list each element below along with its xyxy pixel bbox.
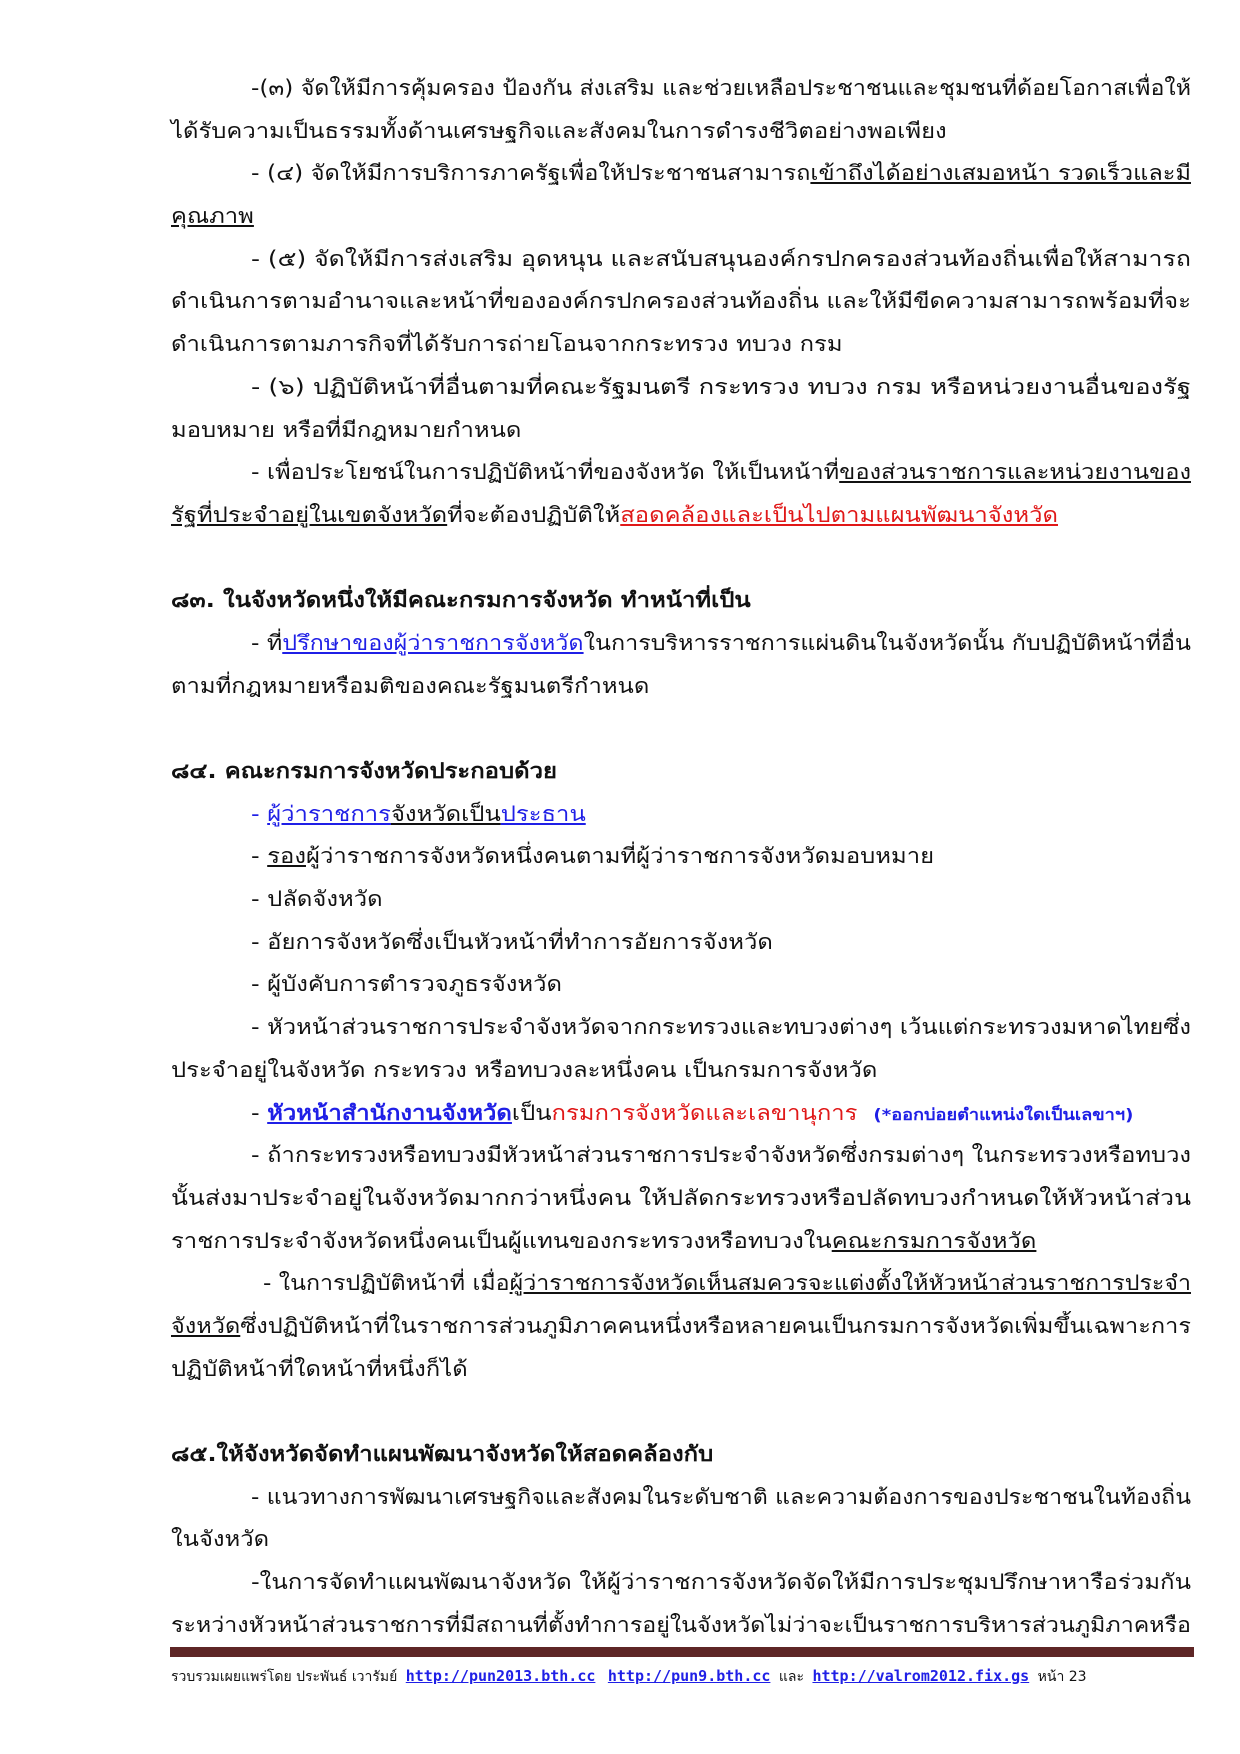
text-line xyxy=(171,1177,1191,1220)
text-segment: นั้นส่งมาประจำอยู่ในจังหวัดมากกว่าหนึ่งคน ให้ปลัดกระทรวงหรือปลัดทบวงกำหนดให้หัวหน้าส่วน xyxy=(171,1185,1191,1210)
text-segment: ตามที่กฎหมายหรือมติของคณะรัฐมนตรีกำหนด xyxy=(171,673,650,698)
emphasized-text: สอดคล้องและเป็นไปตามแผนพัฒนาจังหวัด xyxy=(620,502,1059,527)
text-segment: - อัยการจังหวัดซึ่งเป็นหัวหน้าที่ทำการอัยการจังหวัด xyxy=(251,929,773,954)
text-segment: ประจำอยู่ในจังหวัด กระทรวง หรือทบวงละหนึ่งคน เป็นกรมการจังหวัด xyxy=(171,1057,878,1082)
section-heading xyxy=(171,579,1191,622)
text-segment: ปฏิบัติหน้าที่ใดหน้าที่หนึ่งก็ได้ xyxy=(171,1356,468,1381)
text-line xyxy=(171,1134,1191,1177)
footer-link-pun9[interactable]: http://pun9.bth.cc xyxy=(607,1667,771,1685)
text-line xyxy=(171,238,1191,281)
emphasized-text: รัฐที่ประจำอยู่ในเขตจังหวัด xyxy=(171,502,448,527)
text-segment: ดำเนินการตามภารกิจที่ได้รับการถ่ายโอนจากกระทรวง ทบวง กรม xyxy=(171,332,843,357)
blank-line xyxy=(171,1390,1191,1433)
text-line xyxy=(171,1220,1191,1263)
line-content xyxy=(171,1348,468,1391)
text-segment: - ปลัดจังหวัด xyxy=(251,887,383,912)
text-line xyxy=(171,793,1191,836)
text-line xyxy=(171,1518,1191,1561)
text-segment: เป็น xyxy=(511,1100,552,1125)
text-line xyxy=(171,280,1191,323)
text-line xyxy=(171,921,1191,964)
text-segment: - xyxy=(251,1100,268,1125)
text-line xyxy=(171,835,1191,878)
text-line xyxy=(171,1092,1191,1135)
line-content xyxy=(171,409,521,452)
text-segment: ๘๕.ให้จังหวัดจัดทำแผนพัฒนาจังหวัดให้สอดคล้องกับ xyxy=(171,1442,714,1466)
emphasized-text: ของส่วนราชการและหน่วยงานของ xyxy=(839,460,1191,485)
text-segment: ได้รับความเป็นธรรมทั้งด้านเศรษฐกิจและสังคมในการดำรงชีวิตอย่างพอเพียง xyxy=(171,118,947,143)
line-content xyxy=(171,750,557,793)
text-line xyxy=(171,67,1191,110)
line-content xyxy=(251,963,562,1006)
text-segment: - ในการปฏิบัติหน้าที่ เมื่อ xyxy=(263,1271,510,1296)
line-content xyxy=(171,579,751,622)
line-content xyxy=(251,1476,1191,1519)
text-line xyxy=(171,1476,1191,1519)
line-content xyxy=(251,793,586,836)
emphasized-text: หัวหน้าสำนักงานจังหวัด xyxy=(267,1100,512,1125)
line-content xyxy=(171,1177,1191,1220)
text-line xyxy=(171,878,1191,921)
text-line xyxy=(171,1262,1191,1305)
text-segment: - ถ้ากระทรวงหรือทบวงมีหัวหน้าส่วนราชการประจำจังหวัดซึ่งกรมต่างๆ ในกระทรวงหรือทบวง xyxy=(251,1143,1191,1168)
text-segment: ผู้ว่าราชการจังหวัดหนึ่งคนตามที่ผู้ว่าราชการจังหวัดมอบหมาย xyxy=(305,844,935,869)
text-line xyxy=(171,1305,1191,1348)
text-segment: มอบหมาย หรือที่มีกฎหมายกำหนด xyxy=(171,417,522,442)
emphasized-text: เข้าถึงได้อย่างเสมอหน้า รวดเร็วและมี xyxy=(810,161,1191,186)
footer-divider xyxy=(170,1647,1194,1657)
line-content xyxy=(251,1092,1133,1137)
line-content xyxy=(251,366,1191,409)
line-content xyxy=(171,665,649,708)
text-segment: ระหว่างหัวหน้าส่วนราชการที่มีสถานที่ตั้งทำการอยู่ในจังหวัดไม่ว่าจะเป็นราชการบริหารส่วนภูมิภาคหรือ xyxy=(171,1612,1191,1637)
page-footer xyxy=(171,1664,1087,1689)
text-segment: ในการบริหารราชการแผ่นดินในจังหวัดนั้น กับปฏิบัติหน้าที่อื่น xyxy=(583,630,1191,655)
text-segment: - (๔) จัดให้มีการบริการภาครัฐเพื่อให้ประชาชนสามารถ xyxy=(251,161,811,186)
text-segment: - (๖) ปฏิบัติหน้าที่อื่นตามที่คณะรัฐมนตรี กระทรวง ทบวง กรม หรือหน่วยงานอื่นของรัฐ xyxy=(251,374,1191,399)
emphasized-text: คณะกรมการจังหวัด xyxy=(831,1228,1037,1253)
document-body xyxy=(171,67,1191,1646)
text-segment: -(๓) จัดให้มีการคุ้มครอง ป้องกัน ส่งเสริม และช่วยเหลือประชาชนและชุมชนที่ด้อยโอกาสเพื่อให้ xyxy=(251,76,1191,100)
emphasized-text: ผู้ว่าราชการจังหวัดเห็นสมควรจะแต่งตั้งให้หัวหน้าส่วนราชการประจำ xyxy=(509,1271,1191,1296)
text-segment: ซึ่งปฏิบัติหน้าที่ในราชการส่วนภูมิภาคคนหนึ่งหรือหลายคนเป็นกรมการจังหวัดเพิ่มขึ้นเฉพาะการ xyxy=(240,1313,1191,1338)
line-content xyxy=(251,1561,1191,1604)
text-segment: - เพื่อประโยชน์ในการปฏิบัติหน้าที่ของจังหวัด ให้เป็นหน้าที่ xyxy=(251,460,840,485)
footer-and: และ xyxy=(778,1669,804,1685)
footer-link-pun2013[interactable]: http://pun2013.bth.cc xyxy=(405,1667,596,1685)
line-content xyxy=(171,1049,877,1092)
text-segment: ที่จะต้องปฏิบัติให้ xyxy=(447,502,621,527)
section-heading xyxy=(171,1433,1191,1476)
text-segment: ราชการประจำจังหวัดหนึ่งคนเป็นผู้แทนของกระทรวงหรือทบวงใน xyxy=(171,1228,832,1253)
line-content xyxy=(251,622,1191,665)
text-line xyxy=(171,1561,1191,1604)
line-content xyxy=(171,323,843,366)
text-line xyxy=(171,494,1191,537)
line-content xyxy=(251,67,1191,110)
emphasized-text: ประธาน xyxy=(500,801,586,826)
text-line xyxy=(171,1006,1191,1049)
line-content xyxy=(171,195,254,238)
text-line xyxy=(171,366,1191,409)
text-segment: - หัวหน้าส่วนราชการประจำจังหวัดจากกระทรวงและทบวงต่างๆ เว้นแต่กระทรวงมหาดไทยซึ่ง xyxy=(251,1015,1191,1040)
emphasized-text: จังหวัด xyxy=(171,1313,241,1338)
line-content xyxy=(251,238,1191,281)
line-content xyxy=(171,110,947,153)
text-line xyxy=(171,665,1191,708)
line-content xyxy=(171,280,1191,323)
text-line xyxy=(171,152,1191,195)
text-line xyxy=(171,1604,1191,1647)
text-segment: ๘๓. ในจังหวัดหนึ่งให้มีคณะกรมการจังหวัด ทำหน้าที่เป็น xyxy=(171,588,751,613)
footer-link-valrom2012[interactable]: http://valrom2012.fix.gs xyxy=(812,1667,1030,1685)
text-line xyxy=(171,110,1191,153)
emphasized-text: ผู้ว่าราชการ xyxy=(267,801,391,826)
text-segment: - แนวทางการพัฒนาเศรษฐกิจและสังคมในระดับชาติ และความต้องการของประชาชนในท้องถิ่น xyxy=(251,1484,1191,1509)
line-content xyxy=(171,1220,1036,1263)
line-content xyxy=(251,1134,1191,1177)
emphasized-text: (*ออกบ่อยตำแหน่งใดเป็นเลขาฯ) xyxy=(873,1104,1134,1124)
text-segment: ในจังหวัด xyxy=(171,1527,270,1552)
text-segment: - ที่ xyxy=(251,630,283,655)
line-content xyxy=(251,835,934,878)
text-line xyxy=(171,451,1191,494)
text-line xyxy=(171,1049,1191,1092)
line-content xyxy=(263,1262,1191,1305)
line-content xyxy=(251,921,773,964)
text-segment: ๘๔. คณะกรมการจังหวัดประกอบด้วย xyxy=(171,759,557,783)
line-content xyxy=(251,152,1191,195)
line-content xyxy=(251,451,1191,494)
text-line xyxy=(171,323,1191,366)
line-content xyxy=(251,878,383,921)
line-content xyxy=(171,1433,713,1476)
emphasized-text: กรมการจังหวัดและเลขานุการ xyxy=(551,1100,858,1125)
text-segment: - ผู้บังคับการตำรวจภูธรจังหวัด xyxy=(251,972,562,997)
emphasized-text: รอง xyxy=(267,844,306,869)
emphasized-text: ปรึกษาของผู้ว่าราชการจังหวัด xyxy=(282,630,584,655)
emphasized-text: คุณภาพ xyxy=(171,204,254,229)
text-segment: -ในการจัดทำแผนพัฒนาจังหวัด ให้ผู้ว่าราชการจังหวัดจัดให้มีการประชุมปรึกษาหารือร่วมกัน xyxy=(251,1570,1191,1595)
text-line xyxy=(171,195,1191,238)
line-content xyxy=(171,1518,269,1561)
page-number: หน้า 23 xyxy=(1037,1669,1087,1685)
text-segment: - xyxy=(251,844,268,869)
text-line xyxy=(171,963,1191,1006)
footer-credit: รวบรวมเผยแพร่โดย ประพันธ์ เวารัมย์ xyxy=(171,1669,398,1685)
emphasized-text: - xyxy=(251,801,268,826)
text-segment: ดำเนินการตามอำนาจและหน้าที่ขององค์กรปกครองส่วนท้องถิ่น และให้มีขีดความสามารถพร้อมที่จะ xyxy=(171,289,1191,314)
line-content xyxy=(171,1604,1191,1647)
line-content xyxy=(251,1006,1191,1049)
section-heading xyxy=(171,750,1191,793)
text-line xyxy=(171,409,1191,452)
blank-line xyxy=(171,537,1191,580)
line-content xyxy=(171,1305,1191,1348)
text-line xyxy=(171,1348,1191,1391)
line-content xyxy=(171,494,1058,537)
emphasized-text: จังหวัดเป็น xyxy=(390,801,501,826)
text-segment: - (๕) จัดให้มีการส่งเสริม อุดหนุน และสนับสนุนองค์กรปกครองส่วนท้องถิ่นเพื่อให้สามารถ xyxy=(251,246,1191,271)
blank-line xyxy=(171,707,1191,750)
text-line xyxy=(171,622,1191,665)
